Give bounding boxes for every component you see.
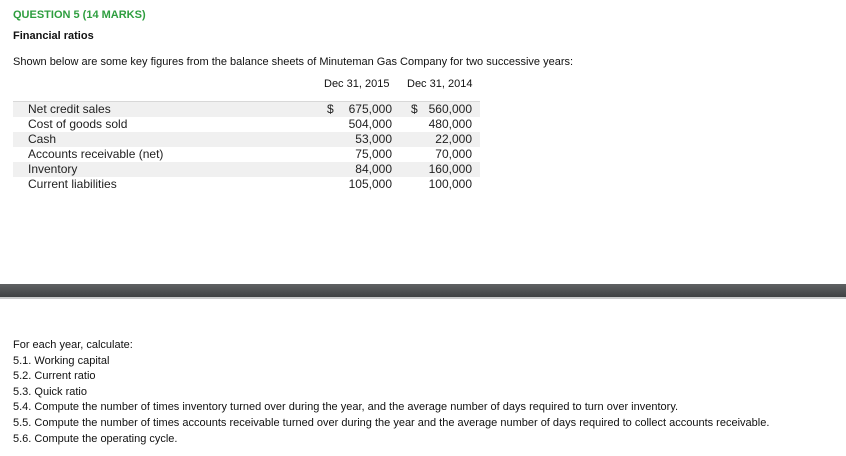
row-label: Cash (28, 132, 57, 146)
section-divider-shadow (0, 297, 846, 299)
task-item: 5.1. Working capital (13, 354, 110, 367)
currency-symbol: $ (411, 102, 418, 116)
value-2015: 105,000 (348, 177, 392, 191)
value-2014: 160,000 (428, 162, 472, 176)
task-item: 5.6. Compute the operating cycle. (13, 432, 178, 445)
value-2014: 100,000 (428, 177, 472, 191)
table-row (13, 132, 480, 147)
column-header-2014: Dec 31, 2014 (407, 78, 473, 90)
task-item: 5.5. Compute the number of times accounts receivable turned over during the year and the average number of days required to collect accounts receivable. (13, 416, 770, 429)
question-title: QUESTION 5 (14 MARKS) (13, 9, 146, 21)
table-row (13, 177, 480, 192)
value-2014: 560,000 (428, 102, 472, 116)
value-2014: 70,000 (435, 147, 472, 161)
row-label: Net credit sales (28, 102, 111, 116)
table-row (13, 162, 480, 177)
task-item: 5.4. Compute the number of times inventory turned over during the year, and the average number of days required to turn over inventory. (13, 401, 679, 414)
intro-text: Shown below are some key figures from the balance sheets of Minuteman Gas Company for two successive years: (13, 56, 574, 68)
value-2015: 675,000 (348, 102, 392, 116)
table-row (13, 117, 480, 132)
task-list (13, 338, 769, 447)
value-2015: 84,000 (355, 162, 392, 176)
row-label: Current liabilities (28, 177, 117, 191)
value-2015: 504,000 (348, 117, 392, 131)
value-2014: 480,000 (428, 117, 472, 131)
section-subtitle: Financial ratios (13, 30, 94, 42)
value-2014: 22,000 (435, 132, 472, 146)
section-divider-bar (0, 284, 846, 297)
table-row (13, 102, 480, 117)
balance-sheet-figures-table (13, 101, 480, 192)
task-intro: For each year, calculate: (13, 339, 133, 351)
row-label: Inventory (28, 162, 78, 176)
table-row (13, 147, 480, 162)
currency-symbol: $ (327, 102, 334, 116)
value-2015: 53,000 (355, 132, 392, 146)
task-item: 5.3. Quick ratio (13, 385, 87, 398)
column-header-2015: Dec 31, 2015 (324, 78, 390, 90)
row-label: Accounts receivable (net) (28, 147, 164, 161)
task-item: 5.2. Current ratio (13, 370, 96, 383)
row-label: Cost of goods sold (28, 117, 128, 131)
value-2015: 75,000 (355, 147, 392, 161)
